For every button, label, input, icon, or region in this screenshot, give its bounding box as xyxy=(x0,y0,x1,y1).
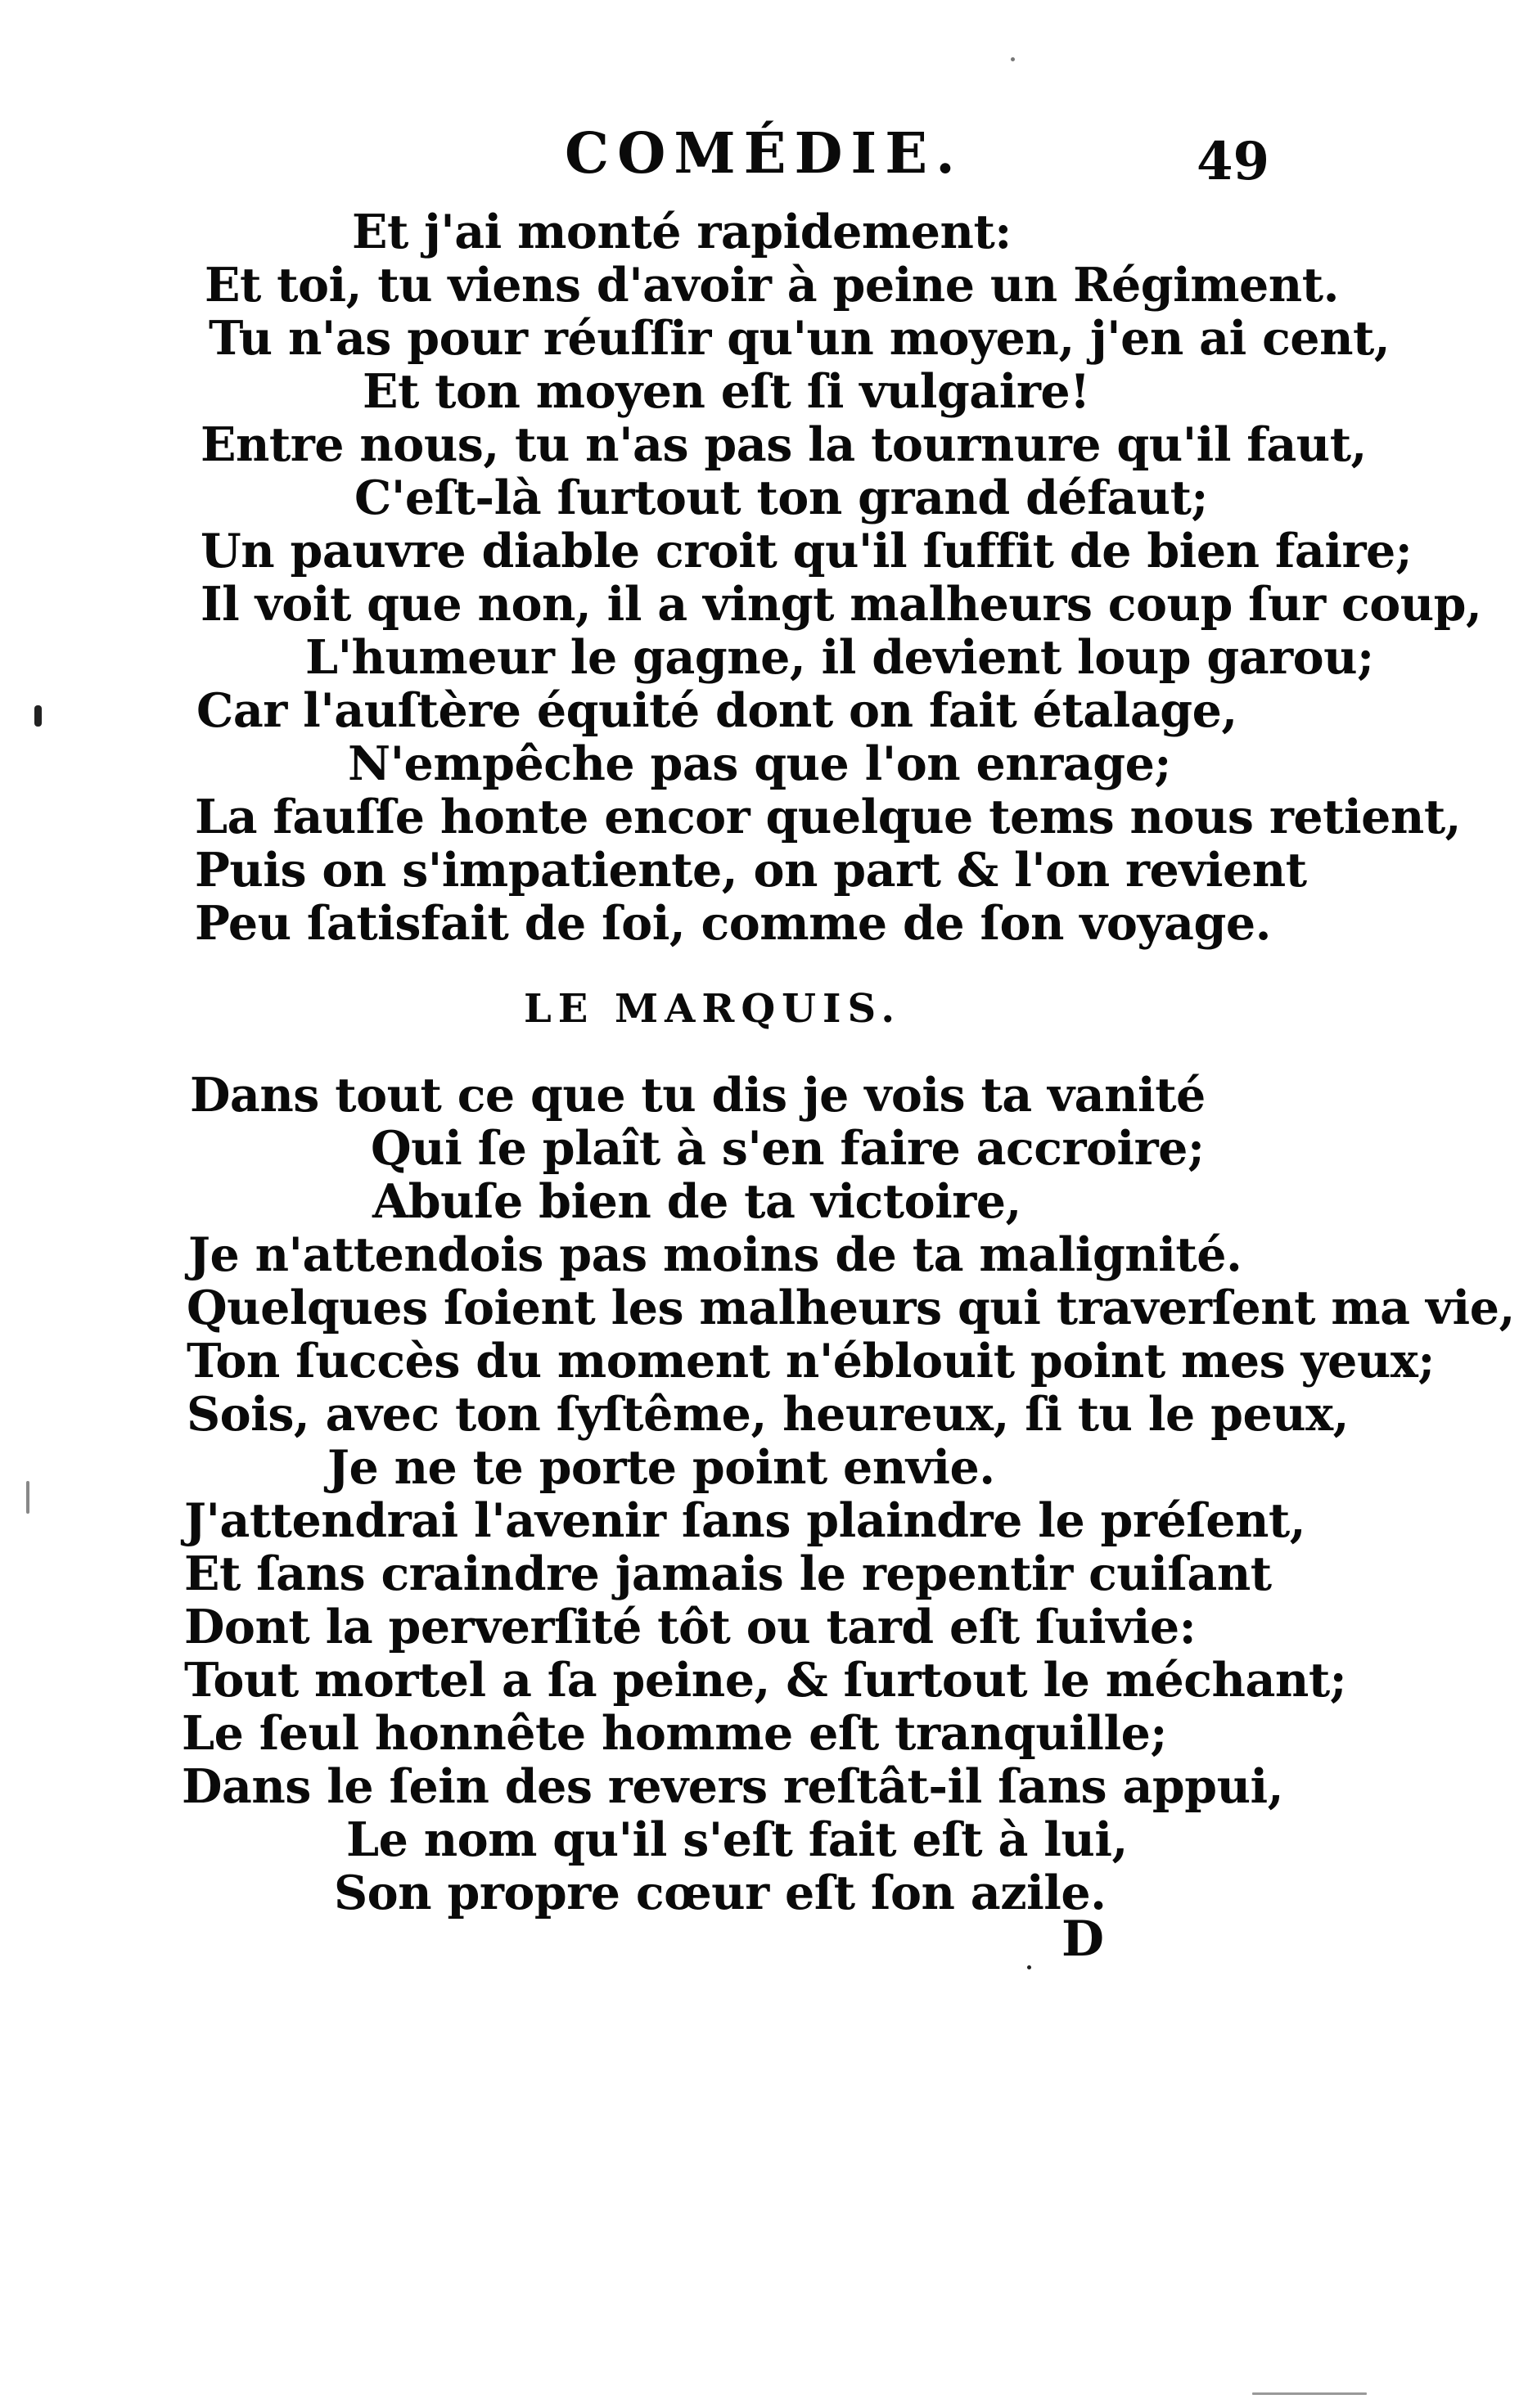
verse-line: Abuſe bien de ta victoire, xyxy=(372,1174,1021,1229)
verse-line: Son propre cœur eſt ſon azile. xyxy=(334,1866,1107,1920)
verse-line: Entre nous, tu n'as pas la tournure qu'il faut, xyxy=(201,417,1367,472)
verse-line: Et toi, tu viens d'avoir à peine un Régiment. xyxy=(205,258,1339,313)
verse-line: Il voit que non, il a vingt malheurs coup ſur coup, xyxy=(201,577,1482,632)
verse-line: Dans le ſein des revers reſtât-il ſans appui, xyxy=(182,1759,1284,1814)
verse-line: Dont la perverſité tôt ou tard eſt ſuivie: xyxy=(184,1600,1197,1654)
verse-line: La fauſſe honte encor quelque tems nous retient, xyxy=(195,790,1462,844)
verse-line: Tout mortel a ſa peine, & ſurtout le méchant; xyxy=(184,1653,1347,1708)
verse-line: Je n'attendois pas moins de ta malignité. xyxy=(188,1227,1242,1282)
verse-line: Ton ſuccès du moment n'éblouit point mes yeux; xyxy=(187,1334,1435,1389)
verse-line: Le nom qu'il s'eſt fait eſt à lui, xyxy=(346,1812,1128,1867)
ink-speck xyxy=(1011,57,1015,61)
verse-line: Tu n'as pour réuſſir qu'un moyen, j'en ai cent, xyxy=(209,311,1391,366)
verse-line: Peu ſatisfait de ſoi, comme de ſon voyage. xyxy=(195,896,1271,951)
verse-line: Qui ſe plaît à s'en faire accroire; xyxy=(371,1121,1205,1176)
page-number: 49 xyxy=(1197,131,1270,192)
verse-line: Sois, avec ton ſyſtême, heureux, ſi tu le peux, xyxy=(187,1387,1349,1442)
ink-speck xyxy=(1252,2392,1367,2395)
verse-line: Et ſans craindre jamais le repentir cuiſant xyxy=(184,1546,1272,1601)
verse-line: J'attendrai l'avenir ſans plaindre le préſent, xyxy=(184,1493,1306,1548)
speaker-name: LE MARQUIS. xyxy=(524,986,902,1032)
verse-line: Dans tout ce que tu dis je vois ta vanité xyxy=(190,1068,1206,1123)
ink-speck xyxy=(1027,1965,1031,1969)
ink-speck xyxy=(34,705,42,727)
verse-line: L'humeur le gagne, il devient loup garou; xyxy=(305,630,1374,685)
verse-line: Quelques ſoient les malheurs qui traverſent ma vie, xyxy=(187,1281,1515,1335)
verse-line: Et ton moyen eſt ſi vulgaire! xyxy=(363,364,1090,419)
verse-line: N'empêche pas que l'on enrage; xyxy=(348,736,1171,791)
verse-line: Et j'ai monté rapidement: xyxy=(352,205,1012,259)
verse-line: Je ne te porte point envie. xyxy=(327,1440,995,1495)
verse-line: Puis on s'impatiente, on part & l'on revient xyxy=(195,843,1307,898)
running-title: COMÉDIE. xyxy=(565,121,963,187)
verse-line: Car l'auſtère équité dont on fait étalage, xyxy=(196,683,1237,738)
verse-line: C'eſt-là ſurtout ton grand défaut; xyxy=(354,470,1208,525)
ink-speck xyxy=(26,1481,29,1514)
catchword-signature: D xyxy=(1061,1911,1105,1968)
verse-line: Un pauvre diable croit qu'il ſuffit de bien faire; xyxy=(201,524,1413,578)
verse-line: Le ſeul honnête homme eſt tranquille; xyxy=(182,1706,1167,1761)
